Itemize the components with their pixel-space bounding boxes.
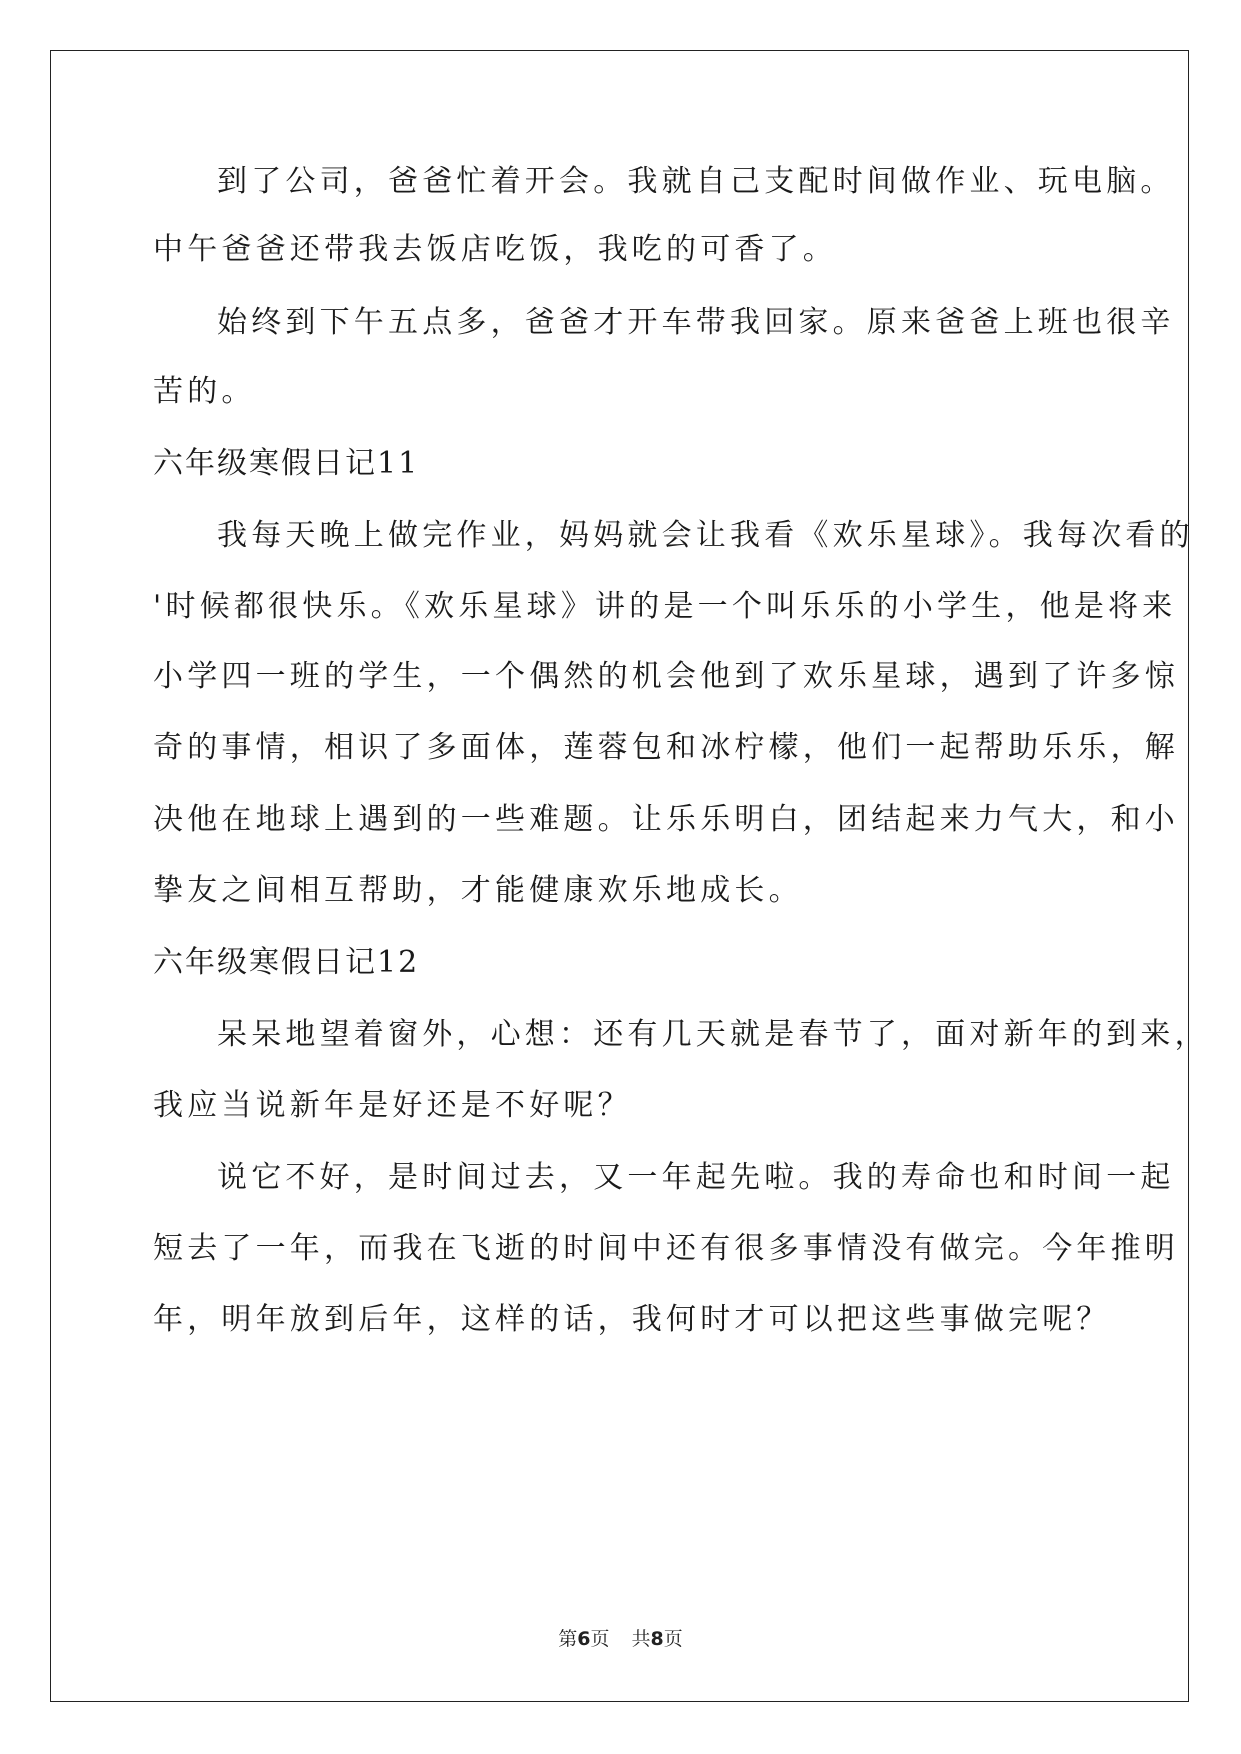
paragraph-line: '时候都很快乐。《欢乐星球》讲的是一个叫乐乐的小学生，他是将来 <box>153 589 1177 624</box>
section-heading: 六年级寒假日记11 <box>153 446 420 481</box>
paragraph-line: 挚友之间相互帮助，才能健康欢乐地成长。 <box>153 873 803 908</box>
paragraph-line: 苦的。 <box>153 374 256 409</box>
page-suffix: 页 <box>590 1628 610 1650</box>
page-prefix: 第 <box>558 1628 578 1650</box>
paragraph-line: 呆呆地望着窗外，心想：还有几天就是春节了，面对新年的到来， <box>217 1017 1209 1052</box>
paragraph-line: 小学四一班的学生，一个偶然的机会他到了欢乐星球，遇到了许多惊 <box>153 659 1179 694</box>
page-footer <box>0 1624 1241 1651</box>
paragraph-line: 到了公司，爸爸忙着开会。我就自己支配时间做作业、玩电脑。 <box>217 164 1175 199</box>
paragraph-line: 年，明年放到后年，这样的话，我何时才可以把这些事做完呢？ <box>153 1302 1111 1337</box>
paragraph-line: 说它不好，是时间过去，又一年起先啦。我的寿命也和时间一起 <box>217 1160 1175 1195</box>
paragraph-line: 决他在地球上遇到的一些难题。让乐乐明白，团结起来力气大，和小 <box>153 802 1179 837</box>
paragraph-line: 奇的事情，相识了多面体，莲蓉包和冰柠檬，他们一起帮助乐乐，解 <box>153 730 1179 765</box>
paragraph-line: 中午爸爸还带我去饭店吃饭，我吃的可香了。 <box>153 232 837 267</box>
paragraph-line: 我每天晚上做完作业，妈妈就会让我看《欢乐星球》。我每次看的 <box>217 518 1194 553</box>
paragraph-line: 短去了一年，而我在飞逝的时间中还有很多事情没有做完。今年推明 <box>153 1231 1179 1266</box>
page-number: 6 <box>577 1628 591 1650</box>
total-suffix: 页 <box>663 1628 683 1650</box>
paragraph-line: 我应当说新年是好还是不好呢？ <box>153 1088 632 1123</box>
section-heading: 六年级寒假日记12 <box>153 945 420 980</box>
total-prefix: 共 <box>631 1628 651 1650</box>
paragraph-line: 始终到下午五点多，爸爸才开车带我回家。原来爸爸上班也很辛 <box>217 305 1175 340</box>
total-pages: 8 <box>650 1628 664 1650</box>
